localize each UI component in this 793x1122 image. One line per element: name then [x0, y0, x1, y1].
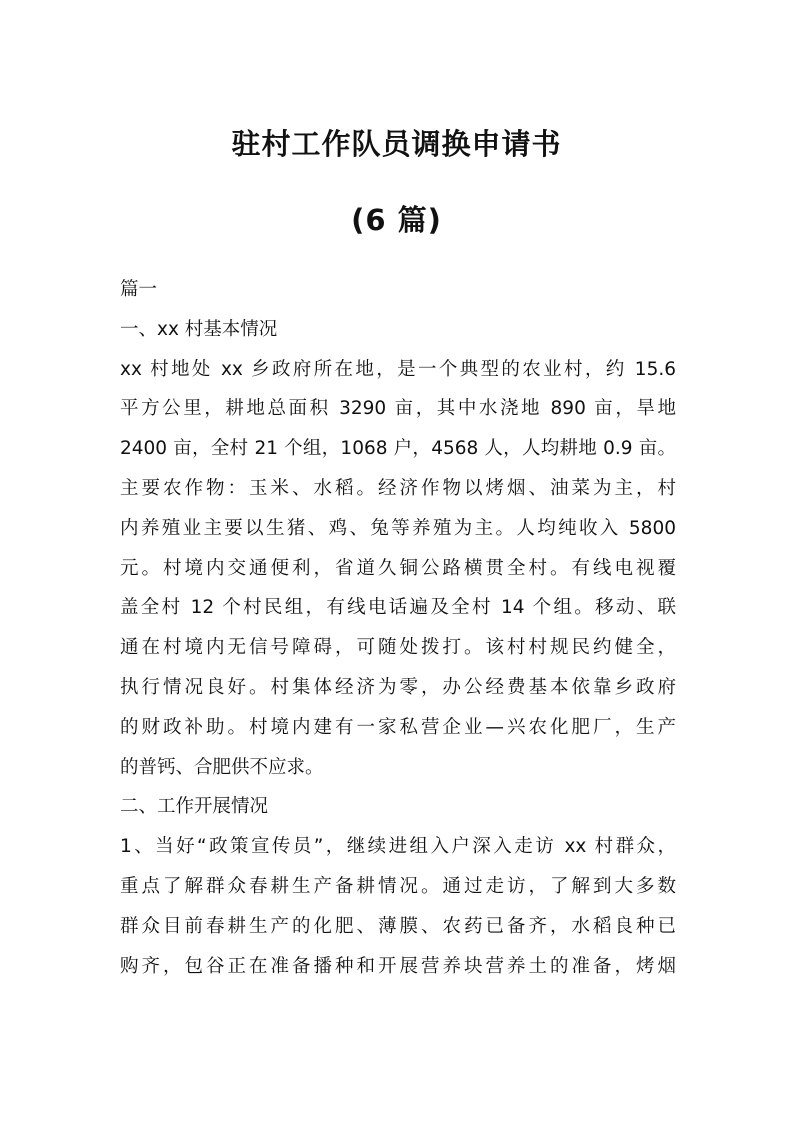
- paragraph-line: 内养殖业主要以生猪、鸡、兔等养殖为主。人均纯收入 5800: [120, 517, 676, 539]
- document-subtitle: (6 篇): [351, 203, 442, 237]
- paragraph-line: 平方公里，耕地总面积 3290 亩，其中水浇地 890 亩，旱地: [120, 398, 676, 420]
- paragraph-line: 主要农作物：玉米、水稻。经济作物以烤烟、油菜为主，村: [120, 477, 676, 499]
- paragraph-line: 群众目前春耕生产的化肥、薄膜、农药已备齐，水稻良种已: [120, 915, 676, 937]
- document-title: 驻村工作队员调换申请书: [231, 127, 562, 161]
- paragraph-line: 执行情况良好。村集体经济为零，办公经费基本依靠乡政府: [120, 676, 676, 698]
- section-label: 篇一: [120, 279, 158, 300]
- paragraph-line: 2400 亩，全村 21 个组，1068 户，4568 人，人均耕地 0.9 亩。: [120, 438, 676, 460]
- paragraph-line: 的财政补助。村境内建有一家私营企业—兴农化肥厂，生产: [120, 716, 676, 738]
- section-heading: 二、工作开展情况: [120, 796, 269, 818]
- document-body: [120, 270, 676, 986]
- paragraph-line: 通在村境内无信号障碍，可随处拨打。该村村规民约健全，: [120, 637, 676, 659]
- paragraph-line: 购齐，包谷正在准备播种和开展营养块营养土的准备，烤烟: [120, 955, 676, 977]
- paragraph-line: 元。村境内交通便利，省道久铜公路横贯全村。有线电视覆: [120, 557, 676, 579]
- paragraph-line: 重点了解群众春耕生产备耕情况。通过走访，了解到大多数: [120, 875, 676, 897]
- paragraph-line: 1、当好“政策宣传员”，继续进组入户深入走访 xx 村群众，: [120, 836, 676, 858]
- paragraph-line: 的普钙、合肥供不应求。: [120, 756, 324, 778]
- paragraph-line: xx 村地处 xx 乡政府所在地，是一个典型的农业村，约 15.6: [120, 358, 676, 380]
- paragraph-line: 盖全村 12 个村民组，有线电话遍及全村 14 个组。移动、联: [120, 597, 676, 619]
- section-heading: 一、xx 村基本情况: [120, 318, 278, 340]
